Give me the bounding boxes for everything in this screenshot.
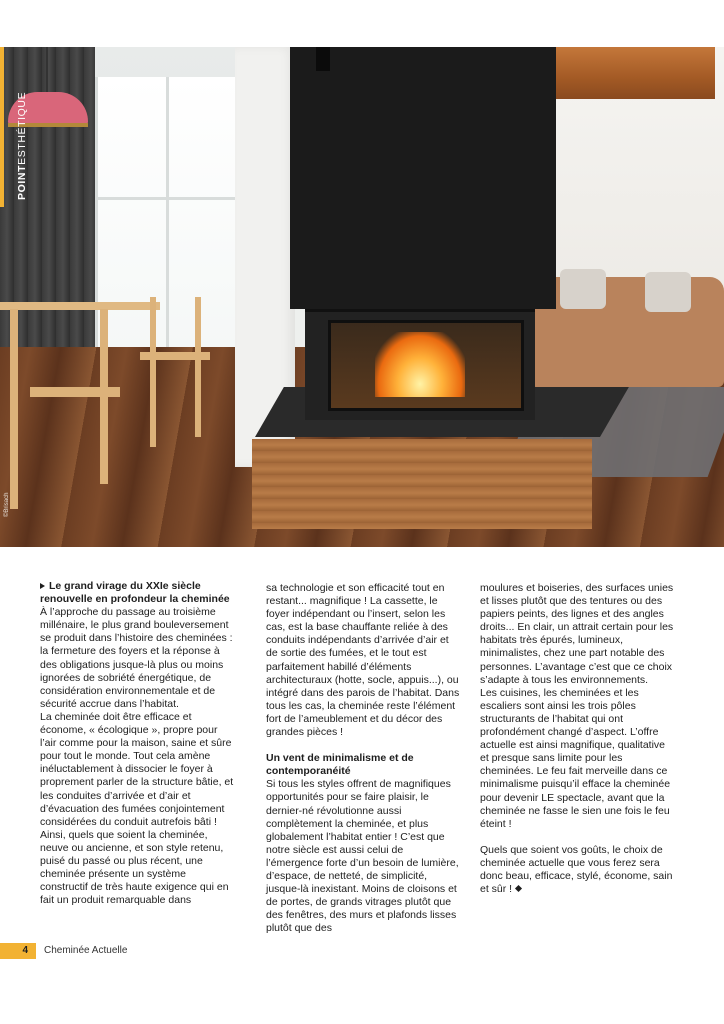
chair-leg — [10, 309, 18, 509]
magazine-title: Cheminée Actuelle — [44, 945, 128, 956]
section-label-rest: ESTHÉTIQUE — [16, 91, 28, 165]
triangle-bullet-icon — [40, 583, 45, 589]
chair-leg — [195, 297, 201, 437]
article-column-3 — [480, 582, 674, 896]
article-column-2 — [266, 582, 460, 935]
section-label — [16, 92, 28, 200]
paragraph: Si tous les styles offrent de magnifiques opportunités pour se faire plaisir, le dernier-né révolutionne aussi complètement la cheminée, et plus globalement l’habitat entier ! C’est que notre siècle est aussi celui de l’émergence forte d’un besoin de lumière, d’espace, de netteté, de simplicité, jusque-là inexistant. Moins de cloisons et de portes, de grands vitrages plutôt que des fenêtres, des murs et plafonds lisses plutôt que des — [266, 778, 459, 935]
page-number: 4 — [22, 945, 28, 956]
section-label-bold: POINT — [16, 164, 28, 200]
page-number-badge — [0, 943, 36, 959]
wooden-hearth-base — [252, 439, 592, 529]
lead-heading-text: Le grand virage du XXIe siècle renouvelle en profondeur la cheminée — [40, 580, 230, 606]
paragraph: Les cuisines, les cheminées et les escaliers sont ainsi les trois pôles structurants de l’habitat qui ont profondément changé d’aspect. L’offre actuelle est ainsi magnifique, qualitative et presque sans limite pour les cheminées. Le feu fait merveille dans ce minimalisme puisqu’il efface la cheminée pour devenir LE spectacle, avant que la cheminée ne fasse le sien une fois le feu éteint ! — [480, 686, 671, 830]
end-mark-icon — [515, 885, 522, 892]
window — [95, 77, 238, 377]
hood-vent — [316, 47, 330, 71]
cushion — [645, 272, 691, 312]
cushion — [560, 269, 606, 309]
wooden-beam — [555, 47, 715, 99]
paragraph: Ainsi, quels que soient la cheminée, neuve ou ancienne, et son style retenu, puisé du passé ou plus récent, une cheminée présente un système constructif de très haute exigence qui en fait un produit remarquable dans — [40, 828, 229, 907]
photo-credit: ©Brisach — [4, 492, 10, 517]
paragraph: À l’approche du passage au troisième millénaire, le plus grand bouleversement se produit dans l’histoire des cheminées : la fermeture des foyers et la réponse à des obligations jusque-là plus ou moins ignorées de sobriété énergétique, de considération environnementale et de sécurité accrue dans l’habitat. — [40, 606, 233, 710]
dining-table — [0, 302, 160, 310]
chair-leg — [150, 297, 156, 447]
paragraph: sa technologie et son efficacité tout en restant... magnifique ! La cassette, le foyer indépendant ou l’insert, selon les cas, est la base chauffante reliée à des conduits indépendants d’arrivée d’air et de sortie des fumées, et le tout est parfaitement habillé d’éléments architecturaux (hotte, socle, appuis...), ou intégré dans des parois de l’habitat. Dans tous les cas, la cheminée reste l’élément fort de l’ameublement et du décor des grandes pièces ! — [266, 582, 460, 739]
flames — [375, 332, 465, 397]
lead-heading — [40, 580, 234, 606]
paragraph: moulures et boiseries, des surfaces unies et lisses plutôt que des tentures ou des papiers peints, des lignes et des angles droits... En clair, un attrait certain pour les habitats très épurés, lumineux, minimalistes, chez une part notable des personnes. L’avantage c’est que ce choix s’adapte à tous les environnements. — [480, 582, 674, 686]
paragraph: La cheminée doit être efficace et économe, « écologique », propre pour l’air comme pour la maison, saine et sûre pour tout le monde. Tout cela amène inéluctablement à dissocier le foyer à proprement parler de la structure bâtie, et les conduites d’arrivée et d’air et d’évacuation des fumées conjointement considérées du conduit autrefois bâti ! — [40, 710, 234, 828]
closing-text: Quels que soient vos goûts, le choix de cheminée actuelle que vous ferez sera donc beau, efficace, stylé, économe, sain et sûr ! — [480, 843, 673, 896]
article-column-1 — [40, 580, 234, 907]
subheading: Un vent de minimalisme et de contemporanéité — [266, 752, 414, 778]
fireplace-hood — [290, 47, 556, 309]
closing-paragraph — [480, 844, 674, 896]
hero-photo — [0, 47, 724, 547]
chair-seat — [140, 352, 210, 360]
chair-seat — [30, 387, 120, 397]
lamp-cord — [46, 47, 48, 92]
section-rail — [0, 47, 4, 207]
